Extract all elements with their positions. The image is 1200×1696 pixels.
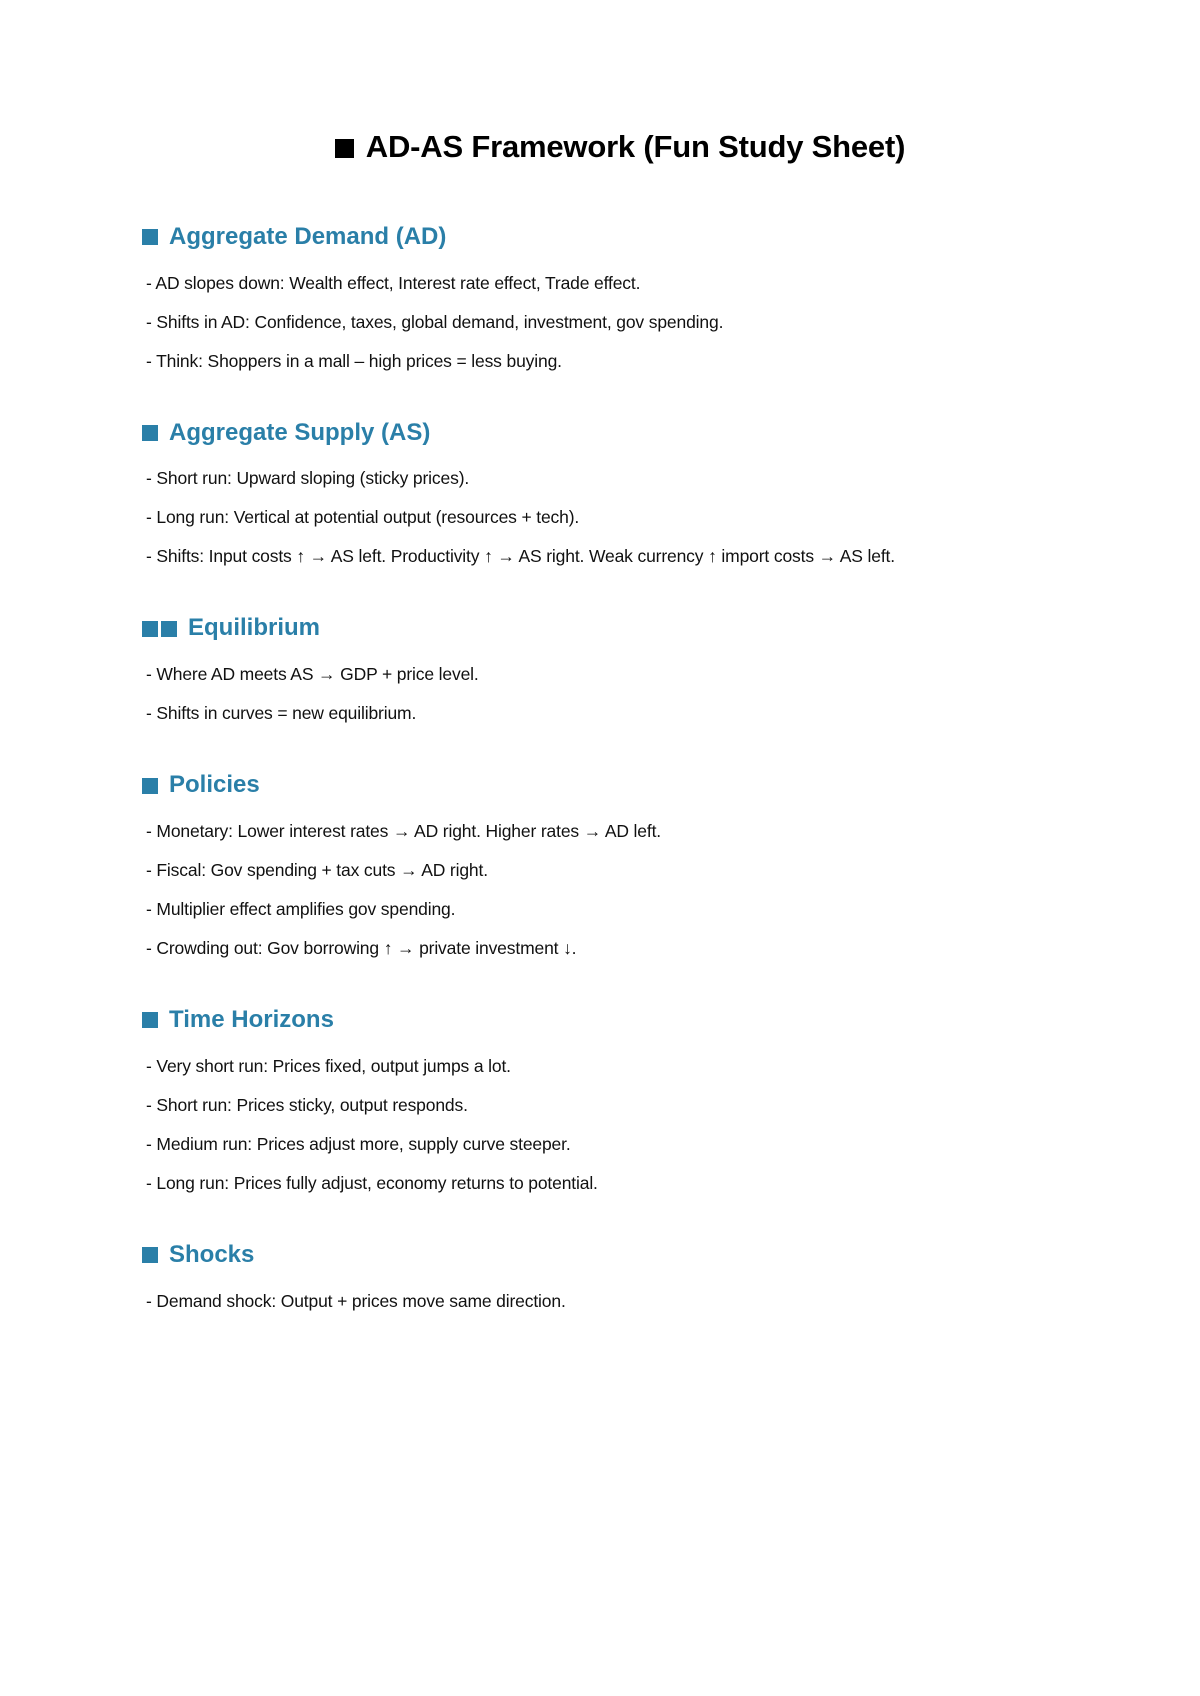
section-heading-text: Shocks bbox=[169, 1240, 255, 1268]
section-time-horizons bbox=[142, 1006, 1062, 1194]
section-policies bbox=[142, 771, 1062, 959]
bullet-list bbox=[142, 468, 1062, 567]
bullet-line: - Long run: Vertical at potential output (resources + tech). bbox=[146, 507, 580, 528]
section-equilibrium bbox=[142, 614, 1062, 724]
bullet-line: - Monetary: Lower interest rates → AD right. Higher rates → AD left. bbox=[146, 820, 661, 841]
bullet-line: - Short run: Upward sloping (sticky prices). bbox=[146, 468, 470, 489]
bullet-line: - Crowding out: Gov borrowing ↑ → private investment ↓. bbox=[146, 937, 577, 958]
blue-square-icon bbox=[142, 621, 177, 637]
blue-square-icon bbox=[142, 778, 158, 794]
blue-square-icon bbox=[142, 778, 158, 794]
bullet-line: - Very short run: Prices fixed, output jumps a lot. bbox=[146, 1055, 511, 1076]
bullet-line: - Demand shock: Output + prices move same direction. bbox=[146, 1290, 566, 1311]
bullet-line: - Think: Shoppers in a mall – high prices = less buying. bbox=[146, 350, 562, 371]
bullet-line: - Fiscal: Gov spending + tax cuts → AD right. bbox=[146, 859, 488, 880]
bullet-list bbox=[142, 273, 1062, 372]
page-title bbox=[142, 128, 1062, 167]
black-square-icon bbox=[335, 139, 354, 158]
bullet-line: - Long run: Prices fully adjust, economy returns to potential. bbox=[146, 1172, 598, 1193]
section-heading-policies bbox=[142, 771, 1062, 800]
bullet-list bbox=[142, 664, 1062, 724]
section-heading-equilibrium bbox=[142, 614, 1062, 643]
blue-square-icon bbox=[142, 1247, 158, 1263]
bullet-list bbox=[142, 1056, 1062, 1194]
document-content bbox=[142, 128, 1062, 1312]
blue-square-icon bbox=[142, 621, 158, 637]
section-heading-text: Policies bbox=[169, 771, 260, 799]
blue-square-icon bbox=[142, 229, 158, 245]
bullet-line: - Shifts in AD: Confidence, taxes, global demand, investment, gov spending. bbox=[146, 311, 724, 332]
section-heading-time-horizons bbox=[142, 1006, 1062, 1035]
bullet-line: - Medium run: Prices adjust more, supply curve steeper. bbox=[146, 1133, 571, 1154]
section-heading-aggregate-demand bbox=[142, 223, 1062, 252]
sections-container bbox=[142, 223, 1062, 1312]
section-heading-aggregate-supply bbox=[142, 419, 1062, 448]
section-heading-shocks bbox=[142, 1241, 1062, 1270]
blue-square-icon bbox=[142, 425, 158, 441]
blue-square-icon bbox=[142, 229, 158, 245]
bullet-list bbox=[142, 1291, 1062, 1312]
section-heading-text: Aggregate Supply (AS) bbox=[169, 418, 431, 446]
section-heading-text: Time Horizons bbox=[169, 1005, 334, 1033]
section-aggregate-supply bbox=[142, 419, 1062, 568]
blue-square-icon bbox=[142, 425, 158, 441]
section-aggregate-demand bbox=[142, 223, 1062, 372]
bullet-line: - AD slopes down: Wealth effect, Interest rate effect, Trade effect. bbox=[146, 272, 641, 293]
bullet-line: - Where AD meets AS → GDP + price level. bbox=[146, 664, 479, 685]
section-heading-text: Aggregate Demand (AD) bbox=[169, 222, 447, 250]
blue-square-icon bbox=[142, 1012, 158, 1028]
section-shocks bbox=[142, 1241, 1062, 1312]
bullet-line: - Multiplier effect amplifies gov spending. bbox=[146, 898, 456, 919]
blue-square-icon bbox=[142, 1247, 158, 1263]
bullet-line: - Shifts: Input costs ↑ → AS left. Productivity ↑ → AS right. Weak currency ↑ import costs → AS left. bbox=[146, 546, 895, 567]
bullet-line: - Shifts in curves = new equilibrium. bbox=[146, 703, 417, 724]
bullet-line: - Short run: Prices sticky, output responds. bbox=[146, 1094, 468, 1115]
section-heading-text: Equilibrium bbox=[188, 614, 320, 642]
blue-square-icon bbox=[142, 1012, 158, 1028]
page-title-text: AD-AS Framework (Fun Study Sheet) bbox=[365, 129, 906, 164]
bullet-list bbox=[142, 821, 1062, 959]
blue-square-icon bbox=[161, 621, 177, 637]
